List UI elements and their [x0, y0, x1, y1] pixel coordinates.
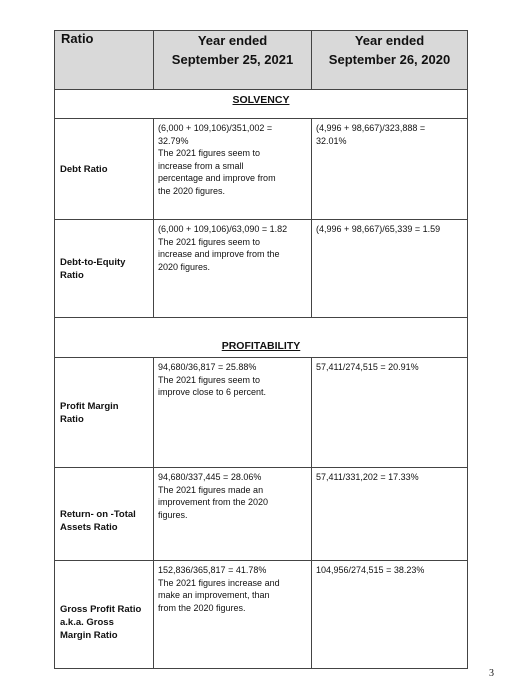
- cell-line: from the 2020 figures.: [158, 602, 246, 613]
- cell-line: increase and improve from the: [158, 249, 280, 259]
- row-label-return-on-assets: [55, 468, 154, 561]
- page-number: 3: [489, 668, 494, 679]
- section-title-profitability: PROFITABILITY: [221, 340, 301, 352]
- cell-debt-ratio-2021: [154, 119, 312, 220]
- header-year-2020: [312, 31, 468, 90]
- cell-line: 94,680/36,817 = 25.88%: [158, 362, 257, 372]
- header-year-2021-line1: Year ended: [197, 33, 268, 48]
- cell-line: (6,000 + 109,106)/351,002 =: [158, 123, 273, 133]
- cell-line: 104,956/274,515 = 38.23%: [316, 565, 425, 575]
- cell-line: 94,680/337,445 = 28.06%: [158, 472, 262, 482]
- row-label-line: Debt-to-Equity: [60, 256, 126, 268]
- header-year-2020-line2: September 26, 2020: [328, 52, 451, 67]
- row-label-line: Gross Profit Ratio: [60, 604, 142, 615]
- table-row-debt-to-equity: [55, 220, 468, 318]
- cell-debt-to-equity-2020: [312, 220, 468, 318]
- header-ratio: Ratio: [55, 31, 154, 90]
- cell-line: (4,996 + 98,667)/65,339 = 1.59: [316, 224, 441, 234]
- table-row-profit-margin: [55, 358, 468, 468]
- cell-line: make an improvement, than: [158, 590, 270, 600]
- cell-line: improve close to 6 percent.: [158, 387, 267, 397]
- cell-line: figures.: [158, 509, 188, 520]
- row-label-gross-profit: [55, 561, 154, 669]
- cell-line: 57,411/274,515 = 20.91%: [316, 362, 419, 372]
- cell-line: 32.79%: [158, 135, 189, 146]
- cell-line: improvement from the 2020: [158, 497, 269, 507]
- row-label-debt-to-equity: [55, 220, 154, 318]
- row-label-profit-margin: [55, 358, 154, 468]
- cell-line: percentage and improve from: [158, 173, 276, 183]
- cell-line: 57,411/331,202 = 17.33%: [316, 472, 419, 482]
- cell-line: (6,000 + 109,106)/63,090 = 1.82: [158, 224, 288, 234]
- cell-line: The 2021 figures made an: [158, 484, 264, 495]
- row-label-line: a.k.a. Gross: [60, 617, 114, 628]
- cell-profit-margin-2021: [154, 358, 312, 468]
- header-year-2021-line2: September 25, 2021: [171, 52, 294, 67]
- cell-line: 152,836/365,817 = 41.78%: [158, 565, 267, 575]
- cell-line: The 2021 figures seem to: [158, 236, 261, 247]
- table-row-return-on-assets: [55, 468, 468, 561]
- row-label-line: Ratio: [60, 413, 84, 425]
- cell-line: (4,996 + 98,667)/323,888 =: [316, 123, 426, 133]
- section-title-solvency: SOLVENCY: [232, 94, 290, 106]
- row-label-line: Profit Margin: [60, 400, 119, 412]
- cell-profit-margin-2020: [312, 358, 468, 468]
- cell-line: the 2020 figures.: [158, 185, 226, 196]
- table-row-gross-profit: [55, 561, 468, 669]
- cell-debt-ratio-2020: [312, 119, 468, 220]
- row-label-debt-ratio: Debt Ratio: [55, 119, 154, 220]
- cell-line: The 2021 figures seem to: [158, 374, 261, 385]
- row-label-line: Ratio: [60, 269, 84, 281]
- cell-line: increase from a small: [158, 160, 244, 171]
- cell-return-on-assets-2020: [312, 468, 468, 561]
- cell-line: 2020 figures.: [158, 261, 211, 272]
- table-header-row: [55, 31, 468, 90]
- cell-line: The 2021 figures increase and: [158, 577, 280, 588]
- cell-debt-to-equity-2021: [154, 220, 312, 318]
- header-year-2020-line1: Year ended: [354, 33, 425, 48]
- cell-return-on-assets-2021: [154, 468, 312, 561]
- table-row-debt-ratio: [55, 119, 468, 220]
- row-label-line: Return- on -Total: [60, 509, 136, 520]
- header-year-2021: [154, 31, 312, 90]
- row-label-line: Assets Ratio: [60, 522, 118, 533]
- cell-gross-profit-2020: [312, 561, 468, 669]
- ratio-analysis-table: [54, 30, 468, 669]
- cell-line: 32.01%: [316, 135, 347, 146]
- row-label-line: Margin Ratio: [60, 630, 118, 641]
- cell-gross-profit-2021: [154, 561, 312, 669]
- section-row-solvency: [55, 90, 468, 119]
- section-row-profitability: [55, 318, 468, 358]
- cell-line: The 2021 figures seem to: [158, 148, 261, 158]
